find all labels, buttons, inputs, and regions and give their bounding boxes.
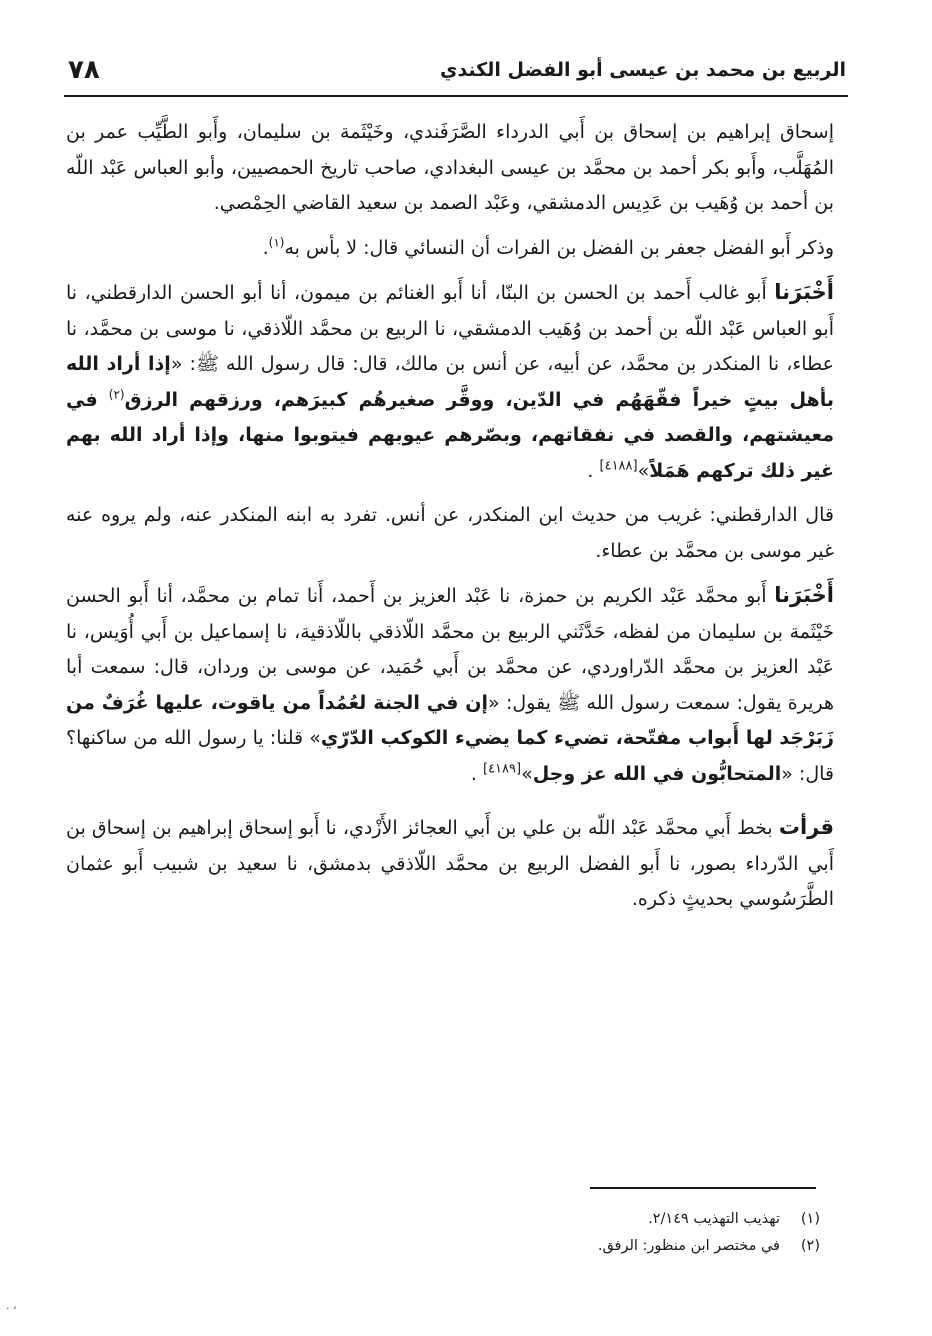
paragraph-end: . [470,762,477,785]
isnad-lead-word: قرأت [778,815,834,839]
paragraph-end: . [587,459,594,482]
footnote-marker: (١) [268,235,285,250]
running-title: الربيع بن محمد بن عيسى أبو الفضل الكندي [440,59,846,81]
paragraph-2 [66,231,834,267]
paragraph-text: أَبو غالب أَحمد بن الحسن بن البنّا، أنا أَبو الغنائم بن ميمون، أنا أبو الحسن الدارقطني، نا أَبو العباس عَبْد اللّه بن أحمد بن وُهَيب الدمشقي، نا الربيع بن محمَّد اللّاذقي، نا موسى بن محمَّد، نا عطاء، نا المنكدر بن محمَّد، عن أبيه، عن أنس بن مالك، قال: قال رسول الله ﷺ: « [66,282,834,375]
footnotes [200,1206,820,1260]
page-number: ٧٨ [68,55,100,85]
footnote-text: تهذيب التهذيب ٢/١٤٩. [648,1211,780,1227]
scan-corner-mark: ، . [6,1299,17,1312]
paragraph-text: وذكر أَبو الفضل جعفر بن الفضل بن الفرات أن النسائي قال: لا بأس به [284,236,834,259]
footnote-2 [200,1233,820,1260]
quote-close: » [521,762,533,785]
paragraph-4 [66,498,834,569]
paragraph-text: أَبو محمَّد عَبْد الكريم بن حمزة، نا عَبْد العزيز بن أَحمد، أَنا تمام بن محمَّد، أنا أَبو الحسن خَيْثَمة بن سليمان من لفظه، حَدَّثَني الربيع بن محمَّد اللّاذقي باللّاذقية، نا إسماعيل بن أَبي أُوَيس، نا عَبْد العزيز بن محمَّد الدّراوردي، عن محمَّد بن أَبي حُمَيد، عن موسى بن وردان، قال: سمعت أبا هريرة يقول: سمعت رسول الله ﷺ يقول: « [66,585,834,714]
paragraph-text: قال الدارقطني: غريب من حديث ابن المنكدر، عن أنس. تفرد به ابنه المنكدر عنه، ولم يروه عنه غير موسى بن محمَّد بن عطاء. [66,504,834,562]
paragraph-text: بخط أَبي محمَّد عَبْد اللّه بن علي بن أَبي العجائز الأَزْدي، نا أَبو إسحاق إبراهيم بن إسحاق بن أَبي الدّرداء بصور، نا أَبو الفضل الربيع بن محمَّد اللّاذقي بدمشق، نا سعيد بن شبيب أَبو عثمان الطَّرَسُوسي بحديثٍ ذكره. [66,817,834,910]
hadith-text-cont: المتحابُّون في الله عز وجل [532,762,782,785]
paragraph-middle: » قلنا: يا رسول الله من ساكنها؟ قال: « [66,727,834,785]
footnote-text: في مختصر ابن منظور: الرفق. [597,1238,780,1254]
isnad-lead-word: أَخْبَرَنا [774,583,835,607]
paragraph-end: . [262,236,269,259]
hadith-number: [٤١٨٩] [482,761,522,777]
hadith-text: إذا أراد الله بأهل بيتٍ خيراً فقّهَهُم في الدّين، ووقَّر صغيرهُم كبيرَهم، ورزقهم الرزق [66,353,834,411]
footnote-marker: (٢) [108,387,125,402]
paragraph-text: إسحاق إبراهيم بن إسحاق بن أَبي الدرداء الصَّرَفَندي، وخَيْثَمة بن سليمان، وأَبو الطَّيِّب عمر بن المُهَلَّب، وأَبو بكر أحمد بن محمَّد بن عيسى البغدادي، صاحب تاريخ الحمصيين، وأبو العباس عَبْد اللّه بن أحمد بن وُهَيب بن عَدِيس الدمشقي، وعَبْد الصمد بن سعيد القاضي الحِمْصي. [66,121,834,214]
hadith-text-cont: في معيشتهم، والقصد في نفقاتهم، وبصّرهم عيوبهم فيتوبوا منها، وإذا أراد الله بهم غير ذلك تركهم هَمَلاً [66,388,834,482]
paragraph-6 [66,810,834,918]
main-text [66,115,834,927]
quote-close: » [637,459,650,482]
paragraph-1 [66,115,834,222]
header-rule [64,95,848,97]
hadith-text: إن في الجنة لعُمُداً من ياقوت، عليها غُرَفٌ من زَبَرْجَد لها أَبواب مفتّحة، تضيء كما يضيء الكوكب الدّرّي [66,691,834,749]
footnote-number: (٢) [800,1238,820,1254]
paragraph-3 [66,275,834,489]
footnote-rule [590,1187,816,1189]
footnote-number: (١) [800,1211,820,1227]
paragraph-5 [66,578,834,792]
page-header [68,52,846,88]
footnote-1 [200,1206,820,1233]
isnad-lead-word: أَخْبَرَنا [774,280,834,304]
hadith-number: [٤١٨٨] [599,458,638,474]
